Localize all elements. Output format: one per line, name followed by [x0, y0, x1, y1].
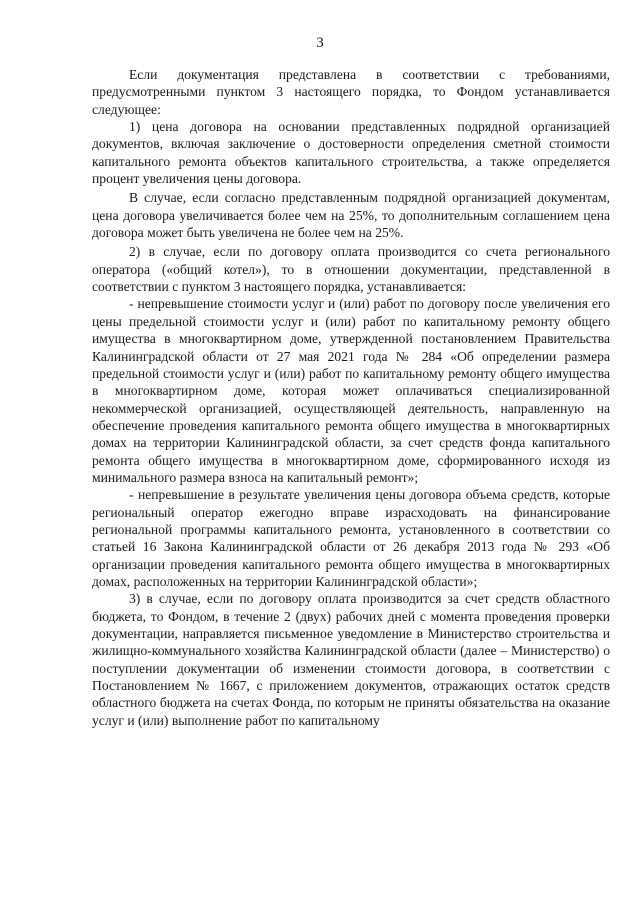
paragraph-item-2: 2) в случае, если по договору оплата производится со счета регионального оператора («общий котел»), то в отношении документации, представленной в соответствии с пунктом 3 настоящего порядка, устанавливается: [92, 244, 610, 295]
paragraph-price-increase: В случае, если согласно представленным подрядной организацией документам, цена договора увеличивается более чем на 25%, то дополнительным соглашением цена договора может быть увеличена не более чем на 25%. [92, 190, 610, 241]
paragraph-item-3: 3) в случае, если по договору оплата производится за счет средств областного бюджета, то Фондом, в течение 2 (двух) рабочих дней с момента проведения проверки документации, направляется письменное уведомление в Министерство строительства и жилищно-коммунального хозяйства Калининградской области (далее – Министерство) о поступлении документации об изменении стоимости договора, в соответствии с Постановлением № 1667, с приложением документов, отражающих остаток средств областного бюджета на счетах Фонда, по которым не приняты обязательства на оказание услуг и (или) выполнение работ по капитальному [92, 591, 610, 728]
paragraph-dash-1: - непревышение стоимости услуг и (или) работ по договору после увеличения его цены предельной стоимости услуг и (или) работ по капитальному ремонту общего имущества в многоквартирном доме, утвержденной постановлением Правительства Калининградской области от 27 мая 2021 года № 284 «Об определении размера предельной стоимости услуг и (или) работ по капитальному ремонту общего имущества в многоквартирном доме, которая может оплачиваться специализированной некоммерческой организацией, осуществляющей деятельность, направленную на обеспечение проведения капитального ремонта общего имущества в многоквартирных домах на территории Калининградской области, за счет средств фонда капитального ремонта общего имущества в многоквартирном доме, сформированного исходя из минимального размера взноса на капитальный ремонт»; [92, 296, 610, 485]
document-body [92, 66, 610, 729]
paragraph-dash-2: - непревышение в результате увеличения цены договора объема средств, которые региональный оператор ежегодно вправе израсходовать на финансирование региональной программы капитального ремонта, установленного в соответствии со статьей 16 Закона Калининградской области от 26 декабря 2013 года № 293 «Об организации проведения капитального ремонта общего имущества в многоквартирных домах, расположенных на территории Калининградской области»; [92, 487, 610, 589]
paragraph-intro: Если документация представлена в соответствии с требованиями, предусмотренными пунктом 3 настоящего порядка, то Фондом устанавливается следующее: [92, 67, 610, 117]
paragraph-item-1: 1) цена договора на основании представленных подрядной организацией документов, включая заключение о достоверности определения сметной стоимости капитального ремонта объектов капитального строительства, а также определяется процент увеличения цены договора. [92, 119, 610, 187]
page-number: 3 [316, 35, 324, 51]
